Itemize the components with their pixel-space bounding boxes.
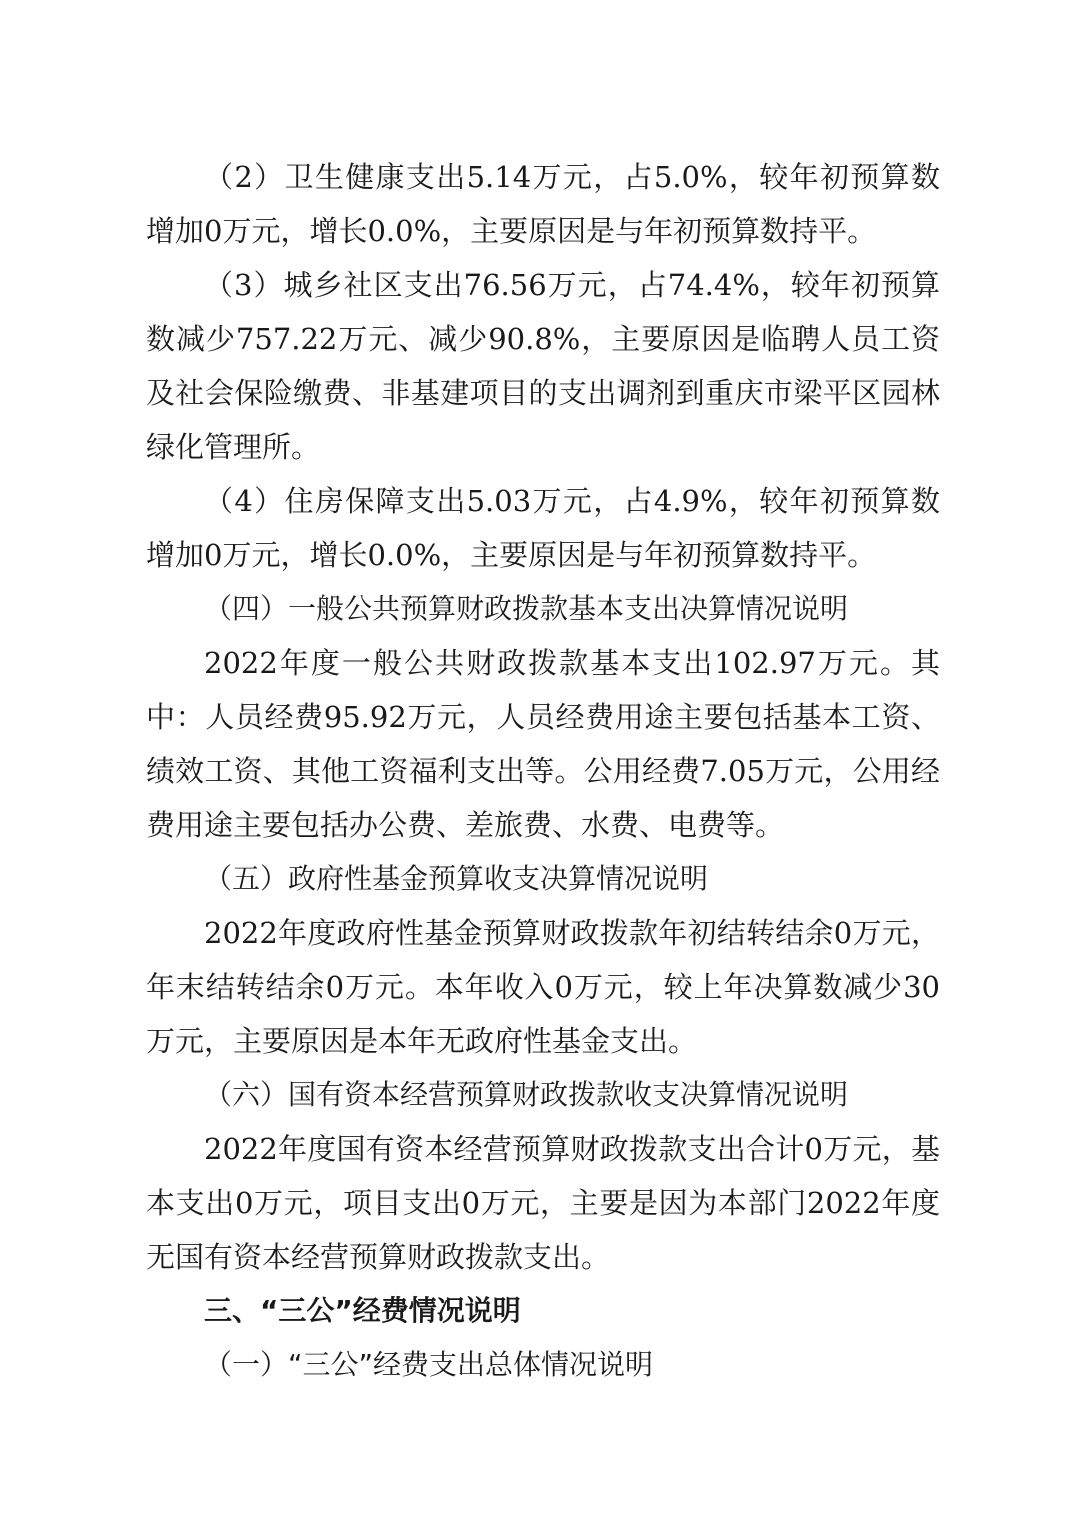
heading-section-six: （六）国有资本经营预算财政拨款收支决算情况说明 [204, 1078, 849, 1111]
heading-three-public-expenses: 三、“三公”经费情况说明 [204, 1294, 521, 1327]
paragraph-government-fund: 2022年度政府性基金预算财政拨款年初结转结余0万元，年末结转结余0万元。本年收入0万元，较上年决算数减少30万元，主要原因是本年无政府性基金支出。 [146, 916, 940, 1058]
paragraph-urban-rural-expenditure: （3）城乡社区支出76.56万元，占74.4%，较年初预算数减少757.22万元、减少90.8%，主要原因是临聘人员工资及社会保险缴费、非基建项目的支出调剂到重庆市梁平区园林绿化管理所。 [146, 268, 940, 464]
paragraph-health-expenditure: （2）卫生健康支出5.14万元，占5.0%，较年初预算数增加0万元，增长0.0%，主要原因是与年初预算数持平。 [146, 160, 940, 248]
paragraph-basic-expenditure: 2022年度一般公共财政拨款基本支出102.97万元。其中：人员经费95.92万元，人员经费用途主要包括基本工资、绩效工资、其他工资福利支出等。公用经费7.05万元，公用经费用途主要包括办公费、差旅费、水费、电费等。 [146, 646, 940, 842]
heading-section-four: （四）一般公共预算财政拨款基本支出决算情况说明 [204, 592, 849, 625]
heading-section-five: （五）政府性基金预算收支决算情况说明 [204, 862, 709, 895]
heading-three-public-overall: （一）“三公”经费支出总体情况说明 [204, 1348, 654, 1381]
paragraph-housing-expenditure: （4）住房保障支出5.03万元，占4.9%，较年初预算数增加0万元，增长0.0%，主要原因是与年初预算数持平。 [146, 484, 940, 572]
paragraph-state-capital: 2022年度国有资本经营预算财政拨款支出合计0万元，基本支出0万元，项目支出0万元，主要是因为本部门2022年度无国有资本经营预算财政拨款支出。 [146, 1132, 940, 1274]
